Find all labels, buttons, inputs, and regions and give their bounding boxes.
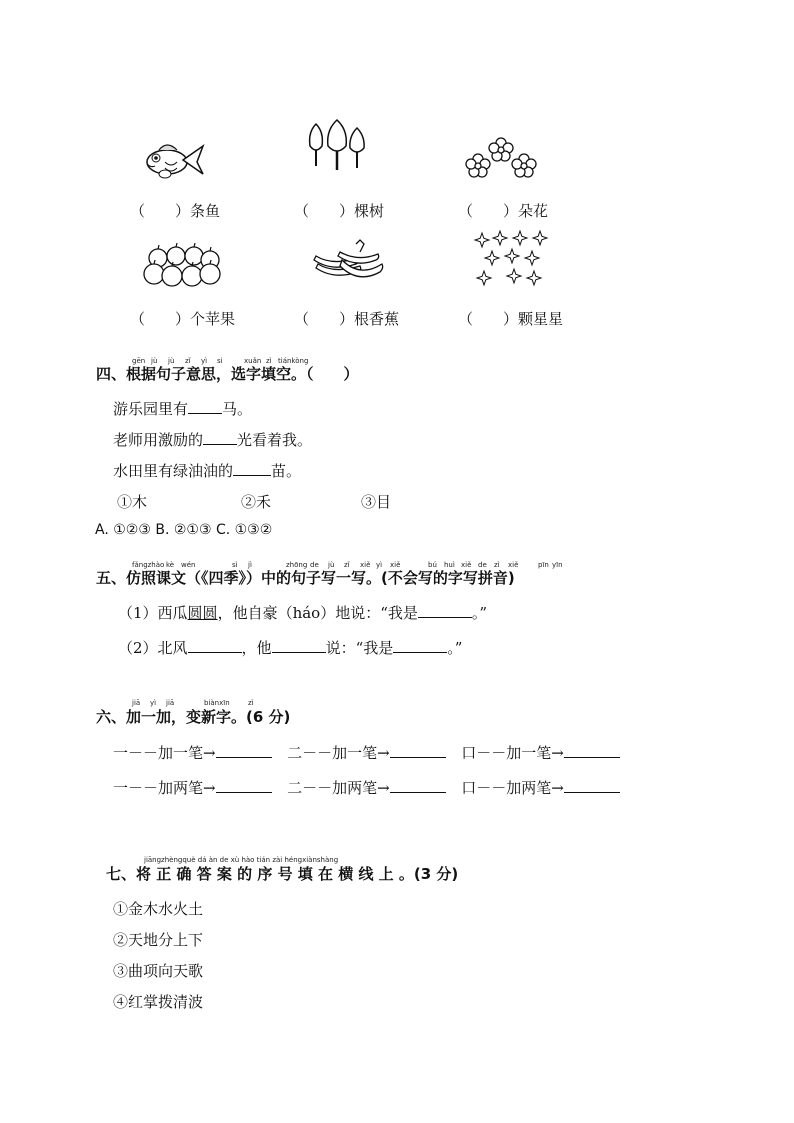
apples-icon xyxy=(142,242,222,290)
fish-icon xyxy=(143,138,207,182)
list-item: ②天地分上下 xyxy=(113,931,204,949)
section-heading xyxy=(96,706,290,727)
measure-word: 条鱼 xyxy=(190,202,221,220)
paren-blank[interactable]: （ ） xyxy=(294,202,355,220)
word-building-row-1: 一－－加一笔→ 二－－加一笔→ 口－－加一笔→ xyxy=(113,742,620,763)
answer-choices: A. ①②③ B. ②①③ C. ①③② xyxy=(95,522,273,538)
measure-word: 朵花 xyxy=(518,202,549,220)
answer-blank[interactable] xyxy=(564,743,620,758)
list-item: ③曲项向天歌 xyxy=(113,962,204,980)
answer-blank[interactable] xyxy=(393,638,447,653)
fill-sentence: 水田里有绿油油的 苗。 xyxy=(113,462,302,480)
paren-blank[interactable]: （ ） xyxy=(458,310,519,328)
section-heading xyxy=(106,863,458,884)
measure-word: 根香蕉 xyxy=(354,310,400,328)
answer-blank[interactable] xyxy=(564,778,620,793)
option-item: ③目 xyxy=(361,493,392,511)
imitation-sentence-2: （2）北风 ，他 说：“我是 。” xyxy=(118,639,463,657)
answer-blank[interactable] xyxy=(216,743,272,758)
section-number: 四、 xyxy=(96,365,127,383)
paren-blank[interactable]: （ ） xyxy=(458,202,519,220)
paren-blank[interactable]: （ ） xyxy=(130,202,191,220)
answer-blank[interactable] xyxy=(233,461,271,476)
pinyin-row: fǎngzhào kè wén sì jì zhōng de jù zǐ xiě yì xiě bú huì xiě de zì xiě pīn yīn xyxy=(132,561,563,569)
section-number: 七、 xyxy=(106,865,137,883)
list-item: ④红掌拨清波 xyxy=(113,993,204,1011)
option-item: ①木 xyxy=(117,493,148,511)
answer-blank[interactable] xyxy=(418,603,472,618)
fill-sentence: 游乐园里有 马。 xyxy=(113,400,253,418)
answer-blank[interactable] xyxy=(390,778,446,793)
measure-word: 棵树 xyxy=(354,202,385,220)
word-building-row-2: 一－－加两笔→ 二－－加两笔→ 口－－加两笔→ xyxy=(113,777,620,798)
imitation-sentence-1: （1）西瓜圆圆，他自豪（háo）地说：“我是 。” xyxy=(118,604,488,622)
answer-blank[interactable] xyxy=(203,430,237,445)
section-number: 五、 xyxy=(96,569,127,587)
pinyin-row: jiā yì jiā biànxīn zì xyxy=(132,699,254,707)
pinyin-row: gēn jù jù zǐ yì si xuǎn zì tiánkòng xyxy=(132,357,309,365)
section-heading xyxy=(96,363,359,384)
answer-blank[interactable] xyxy=(188,399,222,414)
fill-sentence: 老师用激励的 光看着我。 xyxy=(113,431,313,449)
answer-blank[interactable] xyxy=(188,638,242,653)
measure-word: 个苹果 xyxy=(190,310,236,328)
answer-blank[interactable] xyxy=(216,778,272,793)
section-title: 仿照课文（《四季》）中的句子写一写。(不会写的字写拼音) xyxy=(126,569,515,587)
trees-icon xyxy=(306,118,368,178)
section-heading xyxy=(96,567,515,588)
list-item: ①金木水火土 xyxy=(113,900,204,918)
option-item: ②禾 xyxy=(241,493,272,511)
measure-word: 颗星星 xyxy=(518,310,564,328)
pinyin-row: jiāngzhèngquè dá àn de xù hào tián zài héngxiànshàng xyxy=(144,856,339,864)
section-title: 根据句子意思，选字填空。（ ） xyxy=(126,365,359,383)
stars-icon xyxy=(470,230,552,290)
paren-blank[interactable]: （ ） xyxy=(294,310,355,328)
flowers-icon xyxy=(464,136,540,182)
section-title: 加一加，变新字。(6 分) xyxy=(126,708,291,726)
bananas-icon xyxy=(312,238,384,284)
section-title: 将 正 确 答 案 的 序 号 填 在 横 线 上 。(3 分) xyxy=(136,865,459,883)
answer-blank[interactable] xyxy=(390,743,446,758)
paren-blank[interactable]: （ ） xyxy=(130,310,191,328)
section-number: 六、 xyxy=(96,708,127,726)
answer-blank[interactable] xyxy=(272,638,326,653)
